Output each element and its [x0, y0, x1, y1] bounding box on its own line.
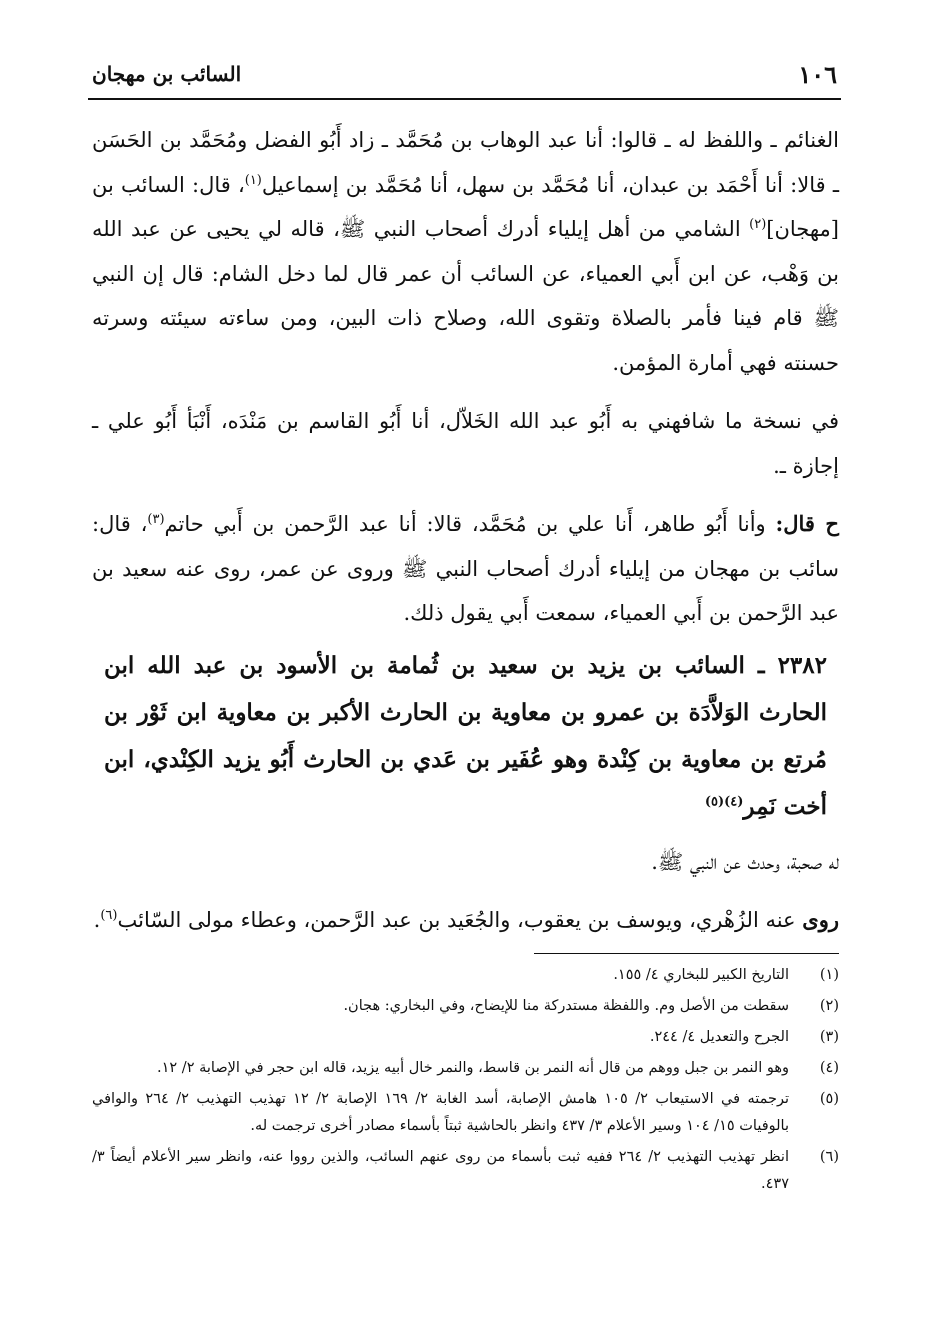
- footnote-ref: (٦): [100, 908, 118, 923]
- footnote-1: (١) التاريخ الكبير للبخاري ٤/ ١٥٥.: [613, 967, 839, 983]
- footnote-4: (٤) وهو النمر بن جبل ووهم من قال أنه النمر بن قاسط، والنمر خال أبيه يزيد، قاله ابن حجر في الإصابة ٢/ ١٢.: [157, 1060, 839, 1076]
- footnote-divider: [534, 953, 839, 954]
- footnote-5: (٥) ترجمته في الاستيعاب ٢/ ١٠٥ هامش الإصابة، أسد الغابة ٢/ ١٦٩ الإصابة ٢/ ١٢ تهذيب التهذيب ٢/ ٢٦٤ والوافي بالوفيات ١٥/ ١٠٤ وسير الأعلام ٣/ ٤٣٧ وانظر بالحاشية ثبتاً بأسماء مصادر أخرى ترجمت له.: [92, 1091, 839, 1134]
- paragraph-isnad-3: ح قال: وأنا أَبُو طاهر، أَنا علي بن مُحَمَّد، قالا: أنا عبد الرَّحمن بن أَبي حاتم$^{(٣)}$، قال: سائب بن مهجان من إيلياء أدرك أصحاب النبي ﷺ وروى عن عمر، روى عنه سعيد بن عبد الرَّحمن بن أَبي العمياء، سمعت أَبي يقول ذلك.: [92, 511, 839, 625]
- footnote-ref: (١): [244, 172, 262, 188]
- paragraph-companion: له صحبة، وحدث عن النبي ﷺ.: [651, 849, 839, 874]
- entry-heading: ٢٣٨٢ ـ السائب بن يزيد بن سعيد بن ثُمامة بن الأسود بن عبد الله ابن الحارث الوَلاَّدَة بن عمرو بن معاوية بن الحارث الأكبر بن معاوية ابن ثَوْر بن مُرتع بن معاوية بن كِنْدة وهو عُفَير بن عَدي بن الحارث أَبُو يزيد الكِنْدي، ابن أخت نَمِر$^{(٤)(٥)}$: [104, 651, 827, 820]
- main-text: [92, 118, 839, 943]
- paragraph-narrators: روى عنه الزُهْري، ويوسف بن يعقوب، والجُعَيد بن عبد الرَّحمن، وعطاء مولى السّائب$^{(٦)}$.: [93, 907, 839, 932]
- footnote-ref: (٢): [749, 217, 767, 232]
- running-title: السائب بن مهجان: [92, 62, 242, 86]
- paragraph-isnad-2: في نسخة ما شافهني به أَبُو عبد الله الخَلاّل، أنا أَبُو القاسم بن مَنْدَه، أَنْبَأ أَبُو علي ـ إجازة ـ.: [92, 409, 839, 478]
- footnote-6: (٦) انظر تهذيب التهذيب ٢/ ٢٦٤ ففيه ثبت بأسماء من روى عنهم السائب، والذين رووا عنه، وانظر سير الأعلام أيضاً ٣/ ٤٣٧.: [92, 1149, 839, 1192]
- page-number: ١٠٦: [798, 60, 837, 89]
- footnote-3: (٣) الجرح والتعديل ٤/ ٢٤٤.: [649, 1029, 839, 1045]
- footnotes: [92, 962, 839, 1202]
- rawa-mark: روى: [802, 907, 839, 932]
- footnote-2: (٢) سقطت من الأصل وم. واللفظة مستدركة منا للإيضاح، وفي البخاري: هجان.: [343, 998, 839, 1014]
- paragraph-isnad-1: الغنائم ـ واللفظ له ـ قالوا: أنا عبد الوهاب بن مُحَمَّد ـ زاد أَبُو الفضل ومُحَمَّد بن الحَسَن ـ قالا: أنا أَحْمَد بن عبدان، أنا مُحَمَّد بن سهل، أنا مُحَمَّد بن إسماعيل$^{(١)}$، قال: السائب بن [مهجان]$^{(٢)}$ الشامي من أهل إيلياء أدرك أصحاب النبي ﷺ، قاله لي يحيى عن عبد الله بن وَهْب، عن ابن أَبي العمياء، عن السائب أن عمر قال لما دخل الشام: قال إن النبي ﷺ قام فينا فأمر بالصلاة وتقوى الله، وصلاح ذات البين، ومن ساءته سيئته وسرته حسنته فهي أمارة المؤمن.: [92, 128, 839, 375]
- page-header: [88, 58, 841, 100]
- footnote-ref: (٣): [147, 512, 165, 527]
- footnote-ref: (٤)(٥): [704, 793, 744, 809]
- ha-mark: ح قال:: [775, 511, 839, 536]
